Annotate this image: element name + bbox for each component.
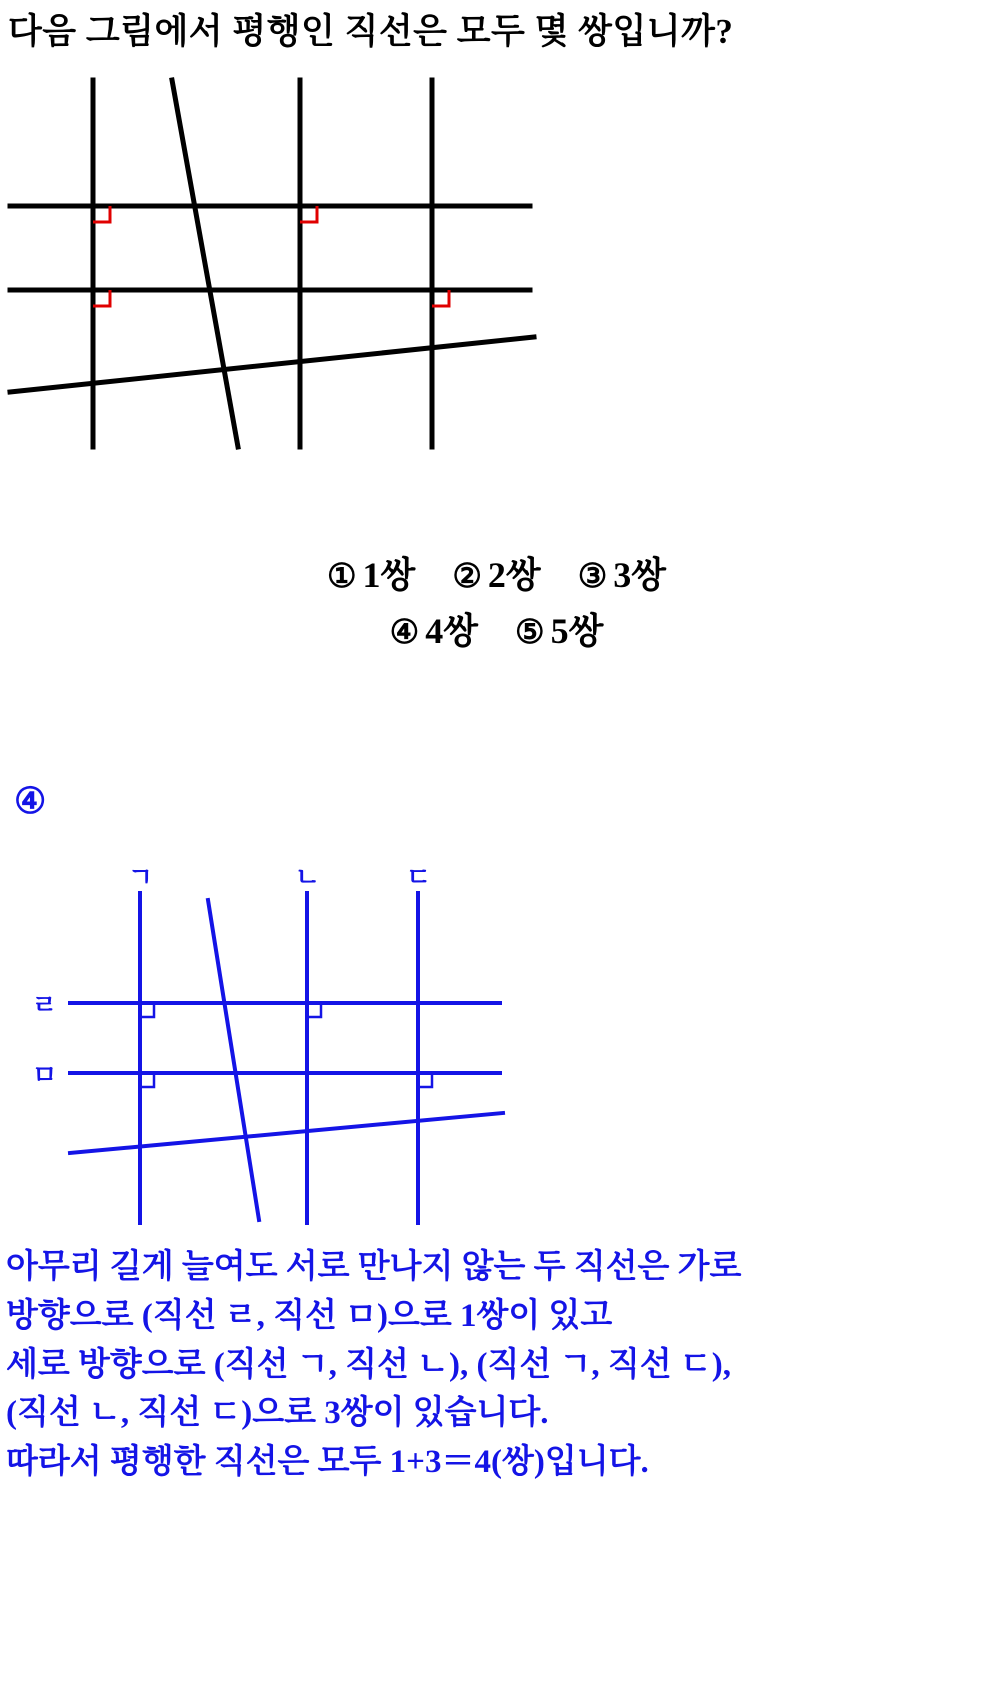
right-angle-mark-2 (307, 1003, 321, 1017)
figure-bottom (0, 845, 600, 1235)
line-slanted-horizontal (10, 337, 534, 392)
explanation-line-3: 세로 방향으로 (직선 ㄱ, 직선 ㄴ), (직선 ㄱ, 직선 ㄷ), (6, 1346, 732, 1383)
choice-2-marker: ② (452, 559, 482, 595)
right-angle-mark-4 (418, 1073, 432, 1087)
choice-1[interactable] (327, 548, 415, 604)
question-text: 다음 그림에서 평행인 직선은 모두 몇 쌍입니까? (8, 12, 734, 51)
answer-marker: ④ (14, 781, 47, 821)
label-horizontal-1: ㄹ (32, 991, 58, 1020)
choice-3[interactable] (578, 548, 666, 604)
explanation-block (6, 1243, 993, 1487)
explanation-line-4: (직선 ㄴ, 직선 ㄷ)으로 3쌍이 있습니다. (6, 1395, 549, 1432)
choice-4[interactable] (390, 604, 478, 660)
figure-bottom-svg (0, 845, 600, 1235)
line-slanted-horizontal (70, 1113, 503, 1153)
label-vertical-3: ㄷ (406, 863, 432, 892)
choice-row-1 (0, 548, 993, 604)
figure-top-svg (0, 62, 600, 462)
line-slanted (172, 80, 238, 447)
choice-4-label: 4쌍 (425, 610, 478, 651)
choice-5-label: 5쌍 (550, 610, 604, 651)
choice-list (0, 548, 993, 660)
choice-5[interactable] (515, 604, 603, 660)
choice-2[interactable] (452, 548, 540, 604)
right-angle-mark-1 (140, 1003, 154, 1017)
label-horizontal-2: ㅁ (32, 1061, 58, 1090)
choice-4-marker: ④ (389, 614, 420, 651)
choice-3-marker: ③ (577, 559, 608, 595)
choice-row-2 (0, 604, 993, 660)
explanation-line-1: 아무리 길게 늘여도 서로 만나지 않는 두 직선은 가로 (6, 1249, 742, 1285)
choice-1-marker: ① (326, 559, 357, 595)
choice-3-label: 3쌍 (613, 555, 667, 595)
figure-top (0, 62, 600, 462)
choice-1-label: 1쌍 (362, 555, 416, 595)
right-angle-mark-3 (140, 1073, 154, 1087)
explanation-line-5: 따라서 평행한 직선은 모두 1+3＝4(쌍)입니다. (6, 1444, 649, 1481)
explanation-line-2: 방향으로 (직선 ㄹ, 직선 ㅁ)으로 1쌍이 있고 (6, 1297, 613, 1334)
label-vertical-1: ㄱ (128, 863, 154, 892)
choice-2-label: 2쌍 (487, 555, 541, 595)
choice-5-marker: ⑤ (515, 614, 545, 651)
line-slanted (208, 900, 259, 1220)
label-vertical-2: ㄴ (295, 863, 321, 892)
